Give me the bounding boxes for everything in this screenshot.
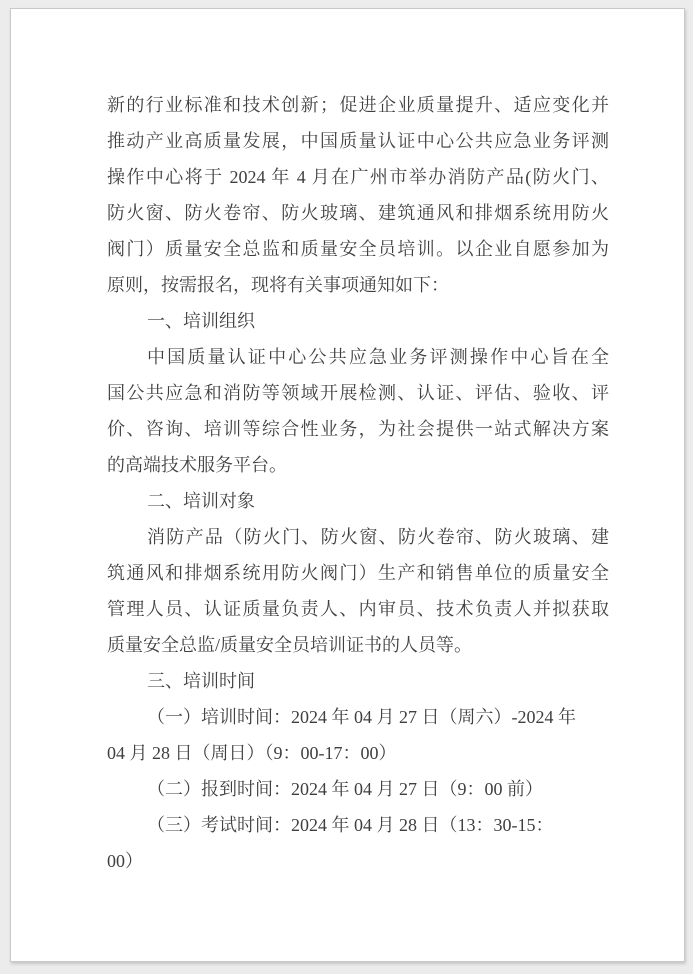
text-line: 质量安全总监/质量安全员培训证书的人员等。 [107,635,472,655]
text-line: 防火窗、防火卷帘、防火玻璃、建筑通风和排烟系统用防火 [107,203,609,223]
text-line: 管理人员、认证质量负责人、内审员、技术负责人并拟获取 [107,599,609,619]
text-line: 一、培训组织 [147,311,255,331]
text-line: 价、咨询、培训等综合性业务，为社会提供一站式解决方案 [107,419,609,439]
text-line: 00） [107,851,143,871]
text-line: 阀门）质量安全总监和质量安全员培训。以企业自愿参加为 [107,239,609,259]
text-line: （三）考试时间：2024 年 04 月 28 日（13：30-15： [147,815,554,835]
text-line: 筑通风和排烟系统用防火阀门）生产和销售单位的质量安全 [107,563,609,583]
text-line: （一）培训时间：2024 年 04 月 27 日（周六）-2024 年 [147,707,576,727]
text-line: 04 月 28 日（周日）（9：00-17：00） [107,743,397,763]
text-line: 新的行业标准和技术创新；促进企业质量提升、适应变化并 [107,95,609,115]
text-line: 中国质量认证中心公共应急业务评测操作中心旨在全 [147,347,609,367]
text-line: （二）报到时间：2024 年 04 月 27 日（9：00 前） [147,779,543,799]
text-line: 二、培训对象 [147,491,255,511]
text-line: 操作中心将于 2024 年 4 月在广州市举办消防产品(防火门、 [107,167,609,187]
text-line: 三、培训时间 [147,671,255,691]
document-body [107,87,609,879]
text-line: 推动产业高质量发展，中国质量认证中心公共应急业务评测 [107,131,609,151]
text-line: 原则，按需报名，现将有关事项通知如下： [107,275,449,295]
text-line: 消防产品（防火门、防火窗、防火卷帘、防火玻璃、建 [147,527,609,547]
text-line: 的高端技术服务平台。 [107,455,287,475]
document-page [10,8,685,962]
text-line: 国公共应急和消防等领域开展检测、认证、评估、验收、评 [107,383,609,403]
